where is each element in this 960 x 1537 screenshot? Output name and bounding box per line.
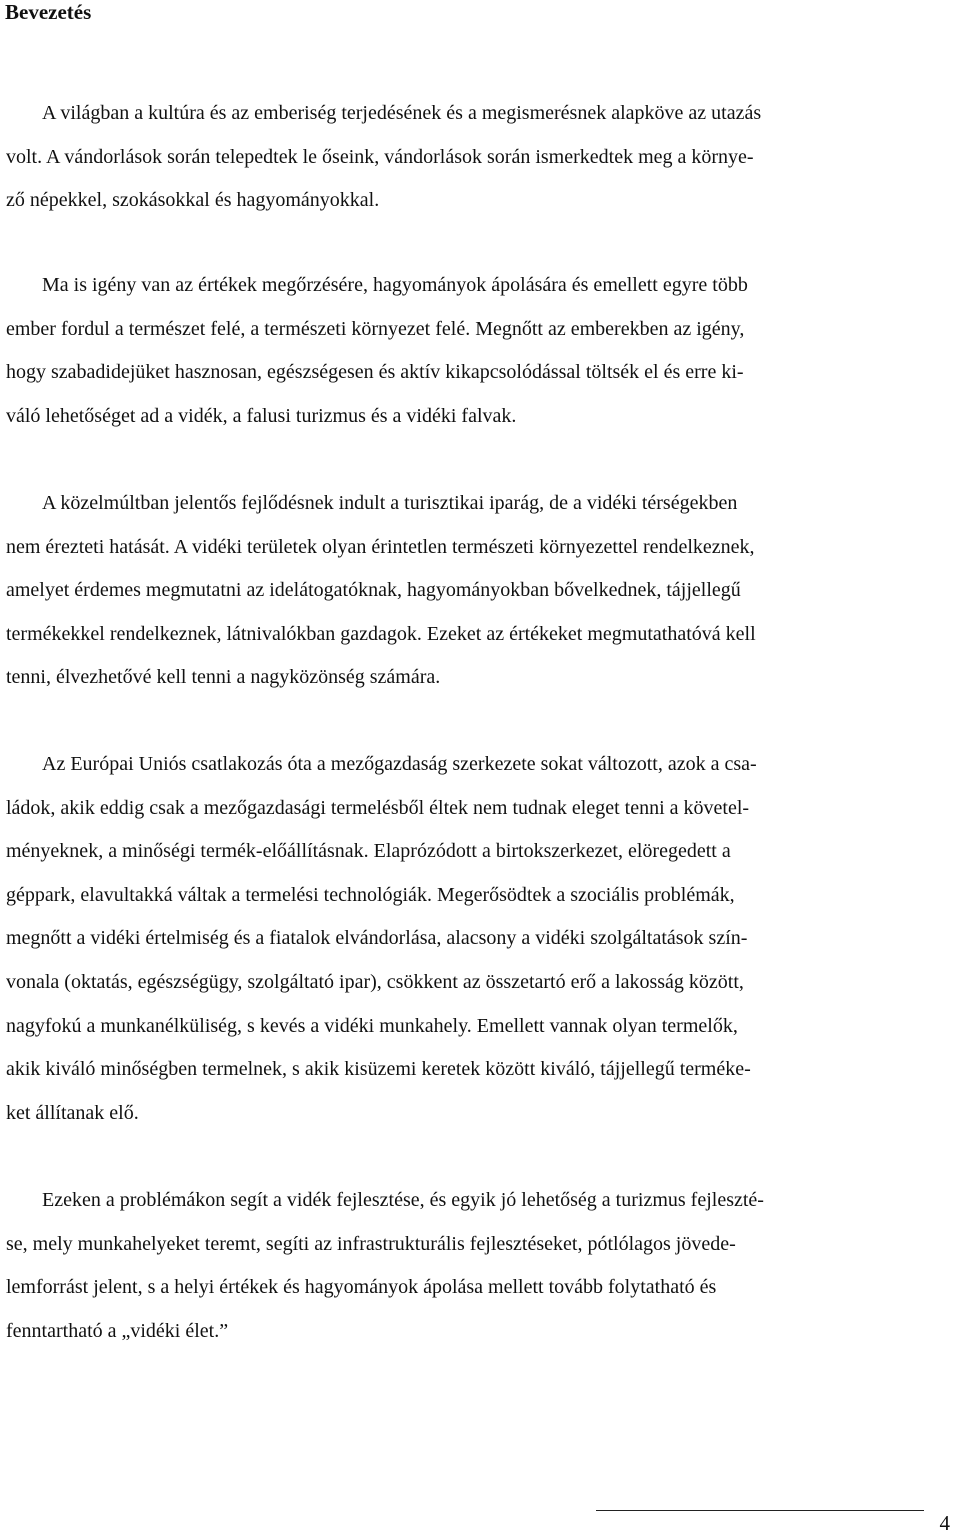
section-heading: Bevezetés [5, 0, 92, 24]
paragraph-4: Az Európai Uniós csatlakozás óta a mezőgazdaság szerkezete sokat változott, azok a csa- ládok, akik eddig csak a mezőgazdasági termelésből éltek nem tudnak eleget tenni a követel- ményeknek, a minőségi termék-előállításnak. Elaprózódott a birtokszerkezet, elöregedett a géppark, elavultakká váltak a termelési technológiák. Megerősödtek a szociális problémák, megnőtt a vidéki értelmiség és a fiatalok elvándorlása, alacsony a vidéki szolgáltatások szín- vonala (oktatás, egészségügy, szolgáltató ipar), csökkent az összetartó erő a lakosság között, nagyfokú a munkanélküliség, s kevés a vidéki munkahely. Emellett vannak olyan termelők, akik kiváló minőségben termelnek, s akik kisüzemi keretek között kiváló, tájjellegű terméke- ket állítanak elő. [6, 753, 757, 1124]
paragraph-3: A közelmúltban jelentős fejlődésnek indult a turisztikai iparág, de a vidéki térségekben nem érezteti hatását. A vidéki területek olyan érintetlen természeti környezettel rendelkeznek, amelyet érdemes megmutatni az idelátogatóknak, hagyományokban bővelkednek, tájjellegű termékekkel rendelkeznek, látnivalókban gazdagok. Ezeket az értékeket megmutathatóvá kell tenni, élvezhetővé kell tenni a nagyközönség számára. [6, 492, 756, 689]
footer-divider [596, 1510, 924, 1511]
paragraph-5: Ezeken a problémákon segít a vidék fejlesztése, és egyik jó lehetőség a turizmus fejleszté- se, mely munkahelyeket teremt, segíti az infrastrukturális fejlesztéseket, pótlólagos jövede- lemforrást jelent, s a helyi értékek és hagyományok ápolása mellett tovább folytatható és fenntartható a „vidéki élet.” [6, 1189, 764, 1342]
paragraph-2: Ma is igény van az értékek megőrzésére, hagyományok ápolására és emellett egyre több ember fordul a természet felé, a természeti környezet felé. Megnőtt az emberekben az igény, hogy szabadidejüket hasznosan, egészségesen és aktív kikapcsolódással töltsék el és erre ki- váló lehetőséget ad a vidék, a falusi turizmus és a vidéki falvak. [6, 274, 748, 427]
paragraph-1: A világban a kultúra és az emberiség terjedésének és a megismerésnek alapköve az utazás volt. A vándorlások során telepedtek le őseink, vándorlások során ismerkedtek meg a környe- ző népekkel, szokásokkal és hagyományokkal. [6, 102, 762, 212]
page-number: 4 [939, 1511, 950, 1535]
